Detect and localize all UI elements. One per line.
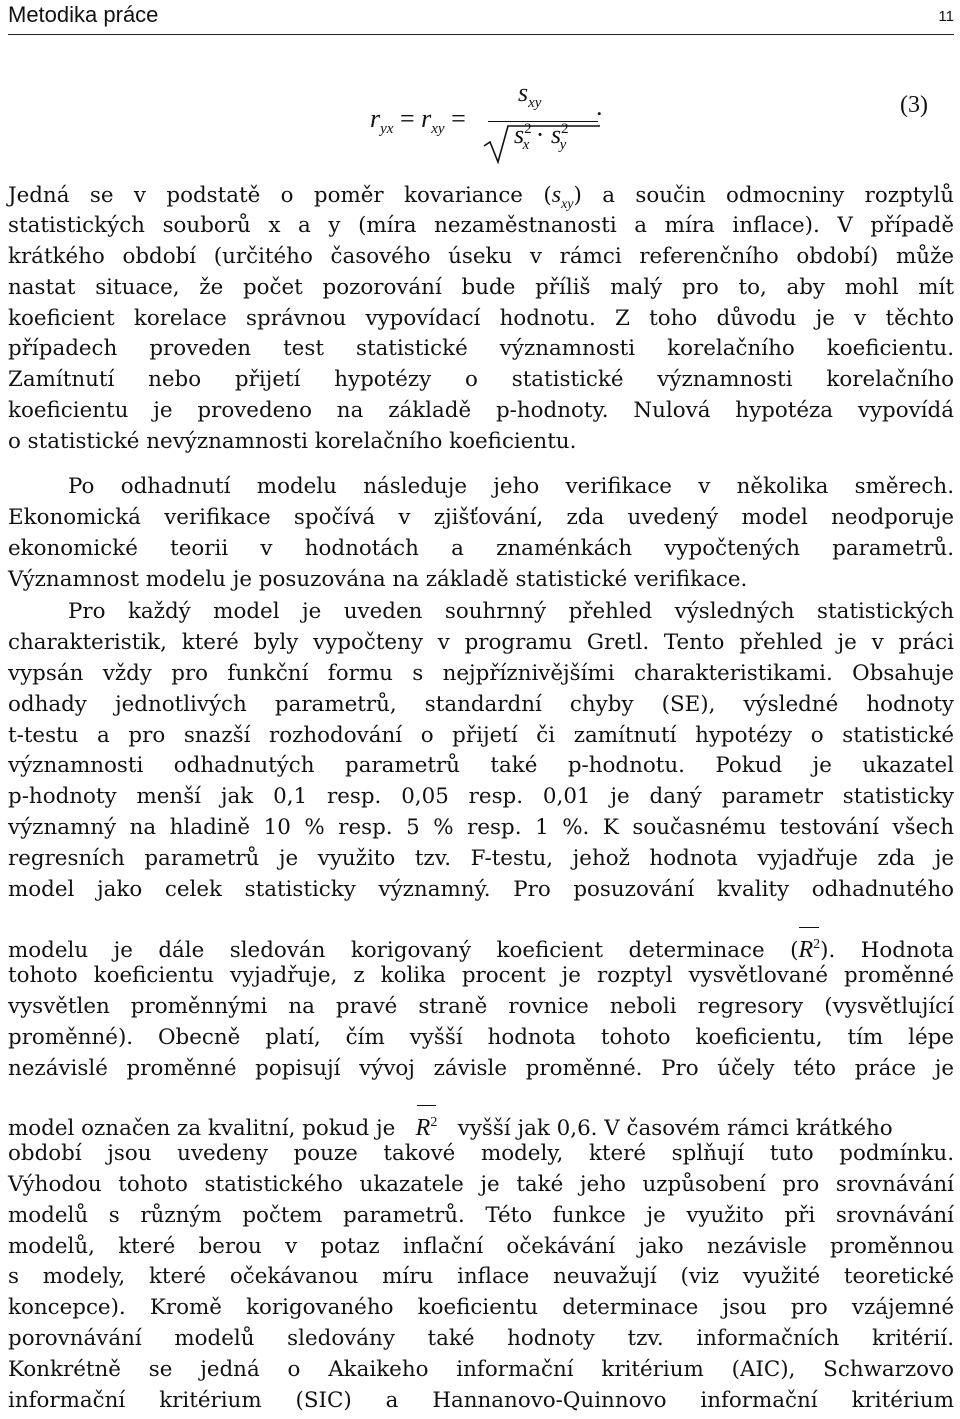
- text-line: ekonomické teorii v hodnotách a znaménkách vypočtených parametrů.: [8, 535, 954, 561]
- text-line: p-hodnoty menší jak 0,1 resp. 0,05 resp. 0,01 je daný parametr statisticky: [8, 784, 954, 810]
- text-line: koeficient korelace správnou vypovídací hodnotu. Z toho důvodu je v těchto: [8, 305, 954, 331]
- text-line: vypsán vždy pro funkční formu s nejpříznivějšími charakteristikami. Obsahuje: [8, 660, 954, 686]
- correlation-equation: [370, 78, 930, 158]
- text-line: významnosti odhadnutých parametrů také p-hodnotu. Pokud je ukazatel: [8, 753, 954, 779]
- page-number: 11: [938, 8, 954, 25]
- text-line: období jsou uvedeny pouze takové modely, které splňují tuto podmínku.: [8, 1140, 954, 1166]
- paragraph-r2: [8, 930, 954, 1084]
- text-line: modelů, které berou v potaz inflační očekávání jako nezávisle proměnnou: [8, 1233, 954, 1259]
- text-line: s modely, které očekávanou míru inflace neuvažují (viz využité teoretické: [8, 1264, 954, 1290]
- text-line: odhady jednotlivých parametrů, standardní chyby (SE), výsledné hodnoty: [8, 691, 954, 717]
- equation-number: (3): [900, 92, 928, 118]
- r-squared-symbol: $R^2$: [416, 1108, 438, 1144]
- equation-period: .: [596, 92, 603, 121]
- equation-numerator: $s_{xy}$: [518, 78, 542, 111]
- text-line: koncepce). Kromě korigovaného koeficientu determinace jsou pro vzájemné: [8, 1295, 954, 1321]
- text-line: nezávislé proměnné popisují vývoj závisle proměnné. Pro účely této práce je: [8, 1055, 954, 1081]
- text-line: modelu je dále sledován korigovaný koeficient determinace $(R^2)$. Hodnota: [8, 930, 954, 961]
- paragraph-r2-criteria: [8, 1108, 954, 1417]
- text-line: model jako celek statisticky významný. Pro posuzování kvality odhadnutého: [8, 877, 954, 903]
- text-line: Ekonomická verifikace spočívá v zjišťování, zda uvedený model neodporuje: [8, 504, 954, 530]
- paragraph-correlation: [8, 180, 954, 458]
- text-line: významný na hladině 10 % resp. 5 % resp. 1 %. K současnému testování všech: [8, 815, 954, 841]
- text-line: modelů s různým počtem parametrů. Této funkce je využito při srovnávání: [8, 1202, 954, 1228]
- text-line: Po odhadnutí modelu následuje jeho verifikace v několika směrech.: [68, 474, 954, 499]
- text-line: Pro každý model je uveden souhrnný přehled výsledných statistických: [68, 599, 954, 624]
- text-line: Zamítnutí nebo přijetí hypotézy o statistické významnosti korelačního: [8, 367, 954, 393]
- text-line: Konkrétně se jedná o Akaikeho informační kritérium (AIC), Schwarzovo: [8, 1357, 954, 1383]
- r-squared-symbol: $R^2$: [798, 930, 820, 966]
- text-line: nastat situace, že počet pozorování bude příliš malý pro to, aby mohl mít: [8, 274, 954, 300]
- text-line: model označen za kvalitní, pokud je $R^2$ vyšší jak 0,6. V časovém rámci krátkého: [8, 1108, 954, 1139]
- text-line: porovnávání modelů sledovány také hodnoty tzv. informačních kritérií.: [8, 1326, 954, 1352]
- text-line: proměnné). Obecně platí, čím vyšší hodnota tohoto koeficientu, tím lépe: [8, 1024, 954, 1050]
- text-line: t-testu a pro snazší rozhodování o přijetí či zamítnutí hypotézy o statistické: [8, 722, 954, 748]
- chapter-title: Metodika práce: [8, 2, 159, 27]
- page-header: [8, 0, 954, 35]
- text-line: Výhodou tohoto statistického ukazatele je také jeho uzpůsobení pro srovnávání: [8, 1171, 954, 1197]
- equation-lhs: $r_{yx} = r_{xy}$ =: [370, 104, 466, 137]
- text-line: informační kritérium (SIC) a Hannanovo-Quinnovo informační kritérium: [8, 1388, 954, 1414]
- text-line: Jedná se v podstatě o poměr kovariance $(s_{xy})$ a součin odmocniny rozptylů: [8, 182, 954, 212]
- text-line: Významnost modelu je posuzována na základě statistické verifikace.: [8, 566, 748, 592]
- text-line: o statistické nevýznamnosti korelačního koeficientu.: [8, 429, 577, 455]
- equation-denominator: $s^2_x \cdot s^2_y$: [514, 120, 569, 153]
- text-line: statistických souborů x a y (míra nezaměstnanosti a míra inflace). V případě: [8, 212, 954, 238]
- text-line: charakteristik, které byly vypočteny v programu Gretl. Tento přehled je v práci: [8, 629, 954, 655]
- paragraph-verification: [8, 472, 954, 596]
- text-line: krátkého období (určitého časového úseku v rámci referenčního období) může: [8, 243, 954, 269]
- text-line: případech proveden test statistické významnosti korelačního koeficientu.: [8, 336, 954, 362]
- text-line: koeficientu je provedeno na základě p-hodnoty. Nulová hypotéza vypovídá: [8, 398, 954, 424]
- paragraph-statistics: [8, 597, 954, 906]
- text-line: regresních parametrů je využito tzv. F-testu, jehož hodnota vyjadřuje zda je: [8, 846, 954, 872]
- text-line: tohoto koeficientu vyjadřuje, z kolika procent je rozptyl vysvětlované proměnné: [8, 962, 954, 988]
- text-line: vysvětlen proměnnými na pravé straně rovnice neboli regresory (vysvětlující: [8, 993, 954, 1019]
